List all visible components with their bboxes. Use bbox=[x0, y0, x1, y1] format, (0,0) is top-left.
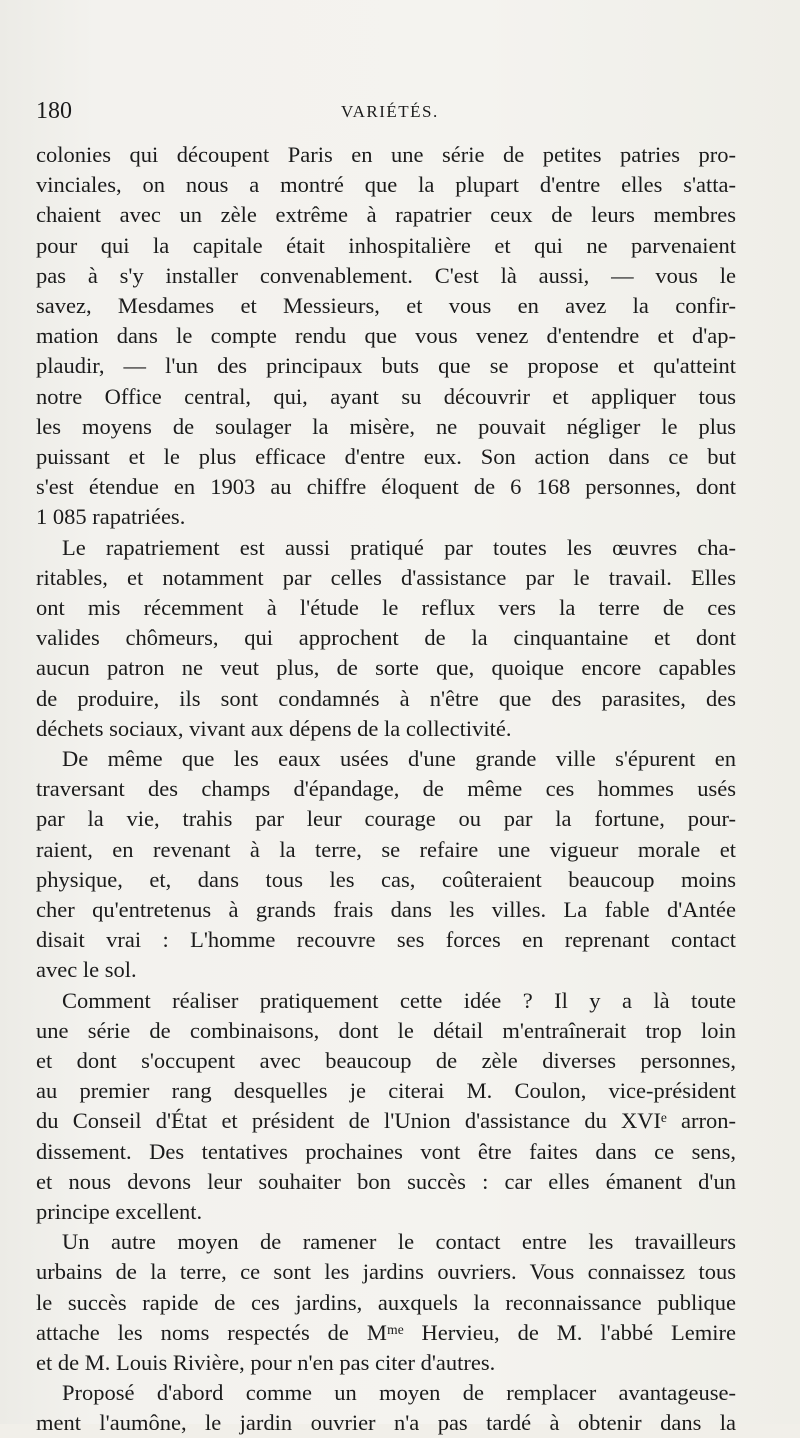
text-line: plaudir, — l'un des principaux buts que se propose et qu'atteint bbox=[36, 353, 736, 379]
text-line: disait vrai : L'homme recouvre ses forces en reprenant contact bbox=[36, 927, 736, 953]
text-line: valides chômeurs, qui approchent de la cinquantaine et dont bbox=[36, 625, 736, 651]
text-line: ont mis récemment à l'étude le reflux vers la terre de ces bbox=[36, 595, 736, 620]
text-line: déchets sociaux, vivant aux dépens de la collectivité. bbox=[36, 715, 512, 741]
text-line: physique, et, dans tous les cas, coûteraient beaucoup moins bbox=[36, 866, 736, 892]
text-line: notre Office central, qui, ayant su découvrir et appliquer tous bbox=[36, 383, 736, 409]
running-head: VARIÉTÉS. bbox=[341, 102, 439, 121]
text-line: le succès rapide de ces jardins, auxquels la reconnaissance publique bbox=[36, 1289, 736, 1315]
text-line: Proposé d'abord comme un moyen de remplacer avantageuse- bbox=[62, 1380, 736, 1406]
text-line: de produire, ils sont condamnés à n'être que des parasites, des bbox=[36, 685, 736, 711]
text-line: et de M. Louis Rivière, pour n'en pas citer d'autres. bbox=[36, 1350, 496, 1375]
text-line: les moyens de soulager la misère, ne pouvait négliger le plus bbox=[36, 413, 736, 439]
text-line: pour qui la capitale était inhospitalière et qui ne parvenaient bbox=[36, 232, 736, 258]
text-line: et nous devons leur souhaiter bon succès : car elles émanent d'un bbox=[36, 1168, 736, 1194]
text-line: Comment réaliser pratiquement cette idée ? Il y a là toute bbox=[62, 987, 736, 1013]
text-line: urbains de la terre, ce sont les jardins ouvriers. Vous connaissez tous bbox=[36, 1259, 736, 1285]
text-line: avec le sol. bbox=[36, 957, 137, 983]
text-line: puissant et le plus efficace d'entre eux. Son action dans ce but bbox=[36, 444, 736, 469]
page-number: 180 bbox=[36, 98, 72, 124]
text-line: principe excellent. bbox=[36, 1199, 203, 1224]
text-line: chaient avec un zèle extrême à rapatrier ceux de leurs membres bbox=[36, 202, 736, 228]
text-line: traversant des champs d'épandage, de même ces hommes usés bbox=[36, 776, 736, 802]
text-line: raient, en revenant à la terre, se refaire une vigueur morale et bbox=[36, 836, 736, 862]
text-line: et dont s'occupent avec beaucoup de zèle diverses personnes, bbox=[36, 1048, 736, 1073]
text-line: Un autre moyen de ramener le contact entre les travailleurs bbox=[62, 1229, 736, 1255]
page-header bbox=[36, 98, 736, 130]
text-line: pas à s'y installer convenablement. C'est là aussi, — vous le bbox=[36, 262, 736, 288]
text-line: mation dans le compte rendu que vous venez d'entendre et d'ap- bbox=[36, 323, 736, 349]
text-line: au premier rang desquelles je citerai M. Coulon, vice-président bbox=[36, 1078, 736, 1104]
text-line: ritables, et notamment par celles d'assistance par le travail. Elles bbox=[36, 564, 736, 590]
text-line: du Conseil d'État et président de l'Union d'assistance du XVIᵉ arron- bbox=[36, 1108, 736, 1134]
text-line: ment l'aumône, le jardin ouvrier n'a pas tardé à obtenir dans la bbox=[36, 1410, 736, 1436]
text-line: savez, Mesdames et Messieurs, et vous en avez la confir- bbox=[36, 293, 736, 318]
text-line: colonies qui découpent Paris en une série de petites patries pro- bbox=[36, 142, 736, 167]
text-line: attache les noms respectés de Mᵐᵉ Hervieu, de M. l'abbé Lemire bbox=[36, 1319, 736, 1345]
text-line: une série de combinaisons, dont le détail m'entraînerait trop loin bbox=[36, 1017, 736, 1043]
text-line: par la vie, trahis par leur courage ou par la fortune, pour- bbox=[36, 806, 736, 832]
text-line: Le rapatriement est aussi pratiqué par toutes les œuvres cha- bbox=[62, 534, 736, 560]
text-line: dissement. Des tentatives prochaines vont être faites dans ce sens, bbox=[36, 1138, 736, 1164]
text-line: s'est étendue en 1903 au chiffre éloquent de 6 168 personnes, dont bbox=[36, 474, 736, 500]
text-line: aucun patron ne veut plus, de sorte que, quoique encore capables bbox=[36, 655, 736, 681]
text-line: vinciales, on nous a montré que la plupart d'entre elles s'atta- bbox=[36, 172, 736, 198]
text-line: 1 085 rapatriées. bbox=[36, 504, 186, 530]
text-line: cher qu'entretenus à grands frais dans les villes. La fable d'Antée bbox=[36, 897, 736, 922]
text-line: De même que les eaux usées d'une grande ville s'épurent en bbox=[62, 746, 736, 771]
